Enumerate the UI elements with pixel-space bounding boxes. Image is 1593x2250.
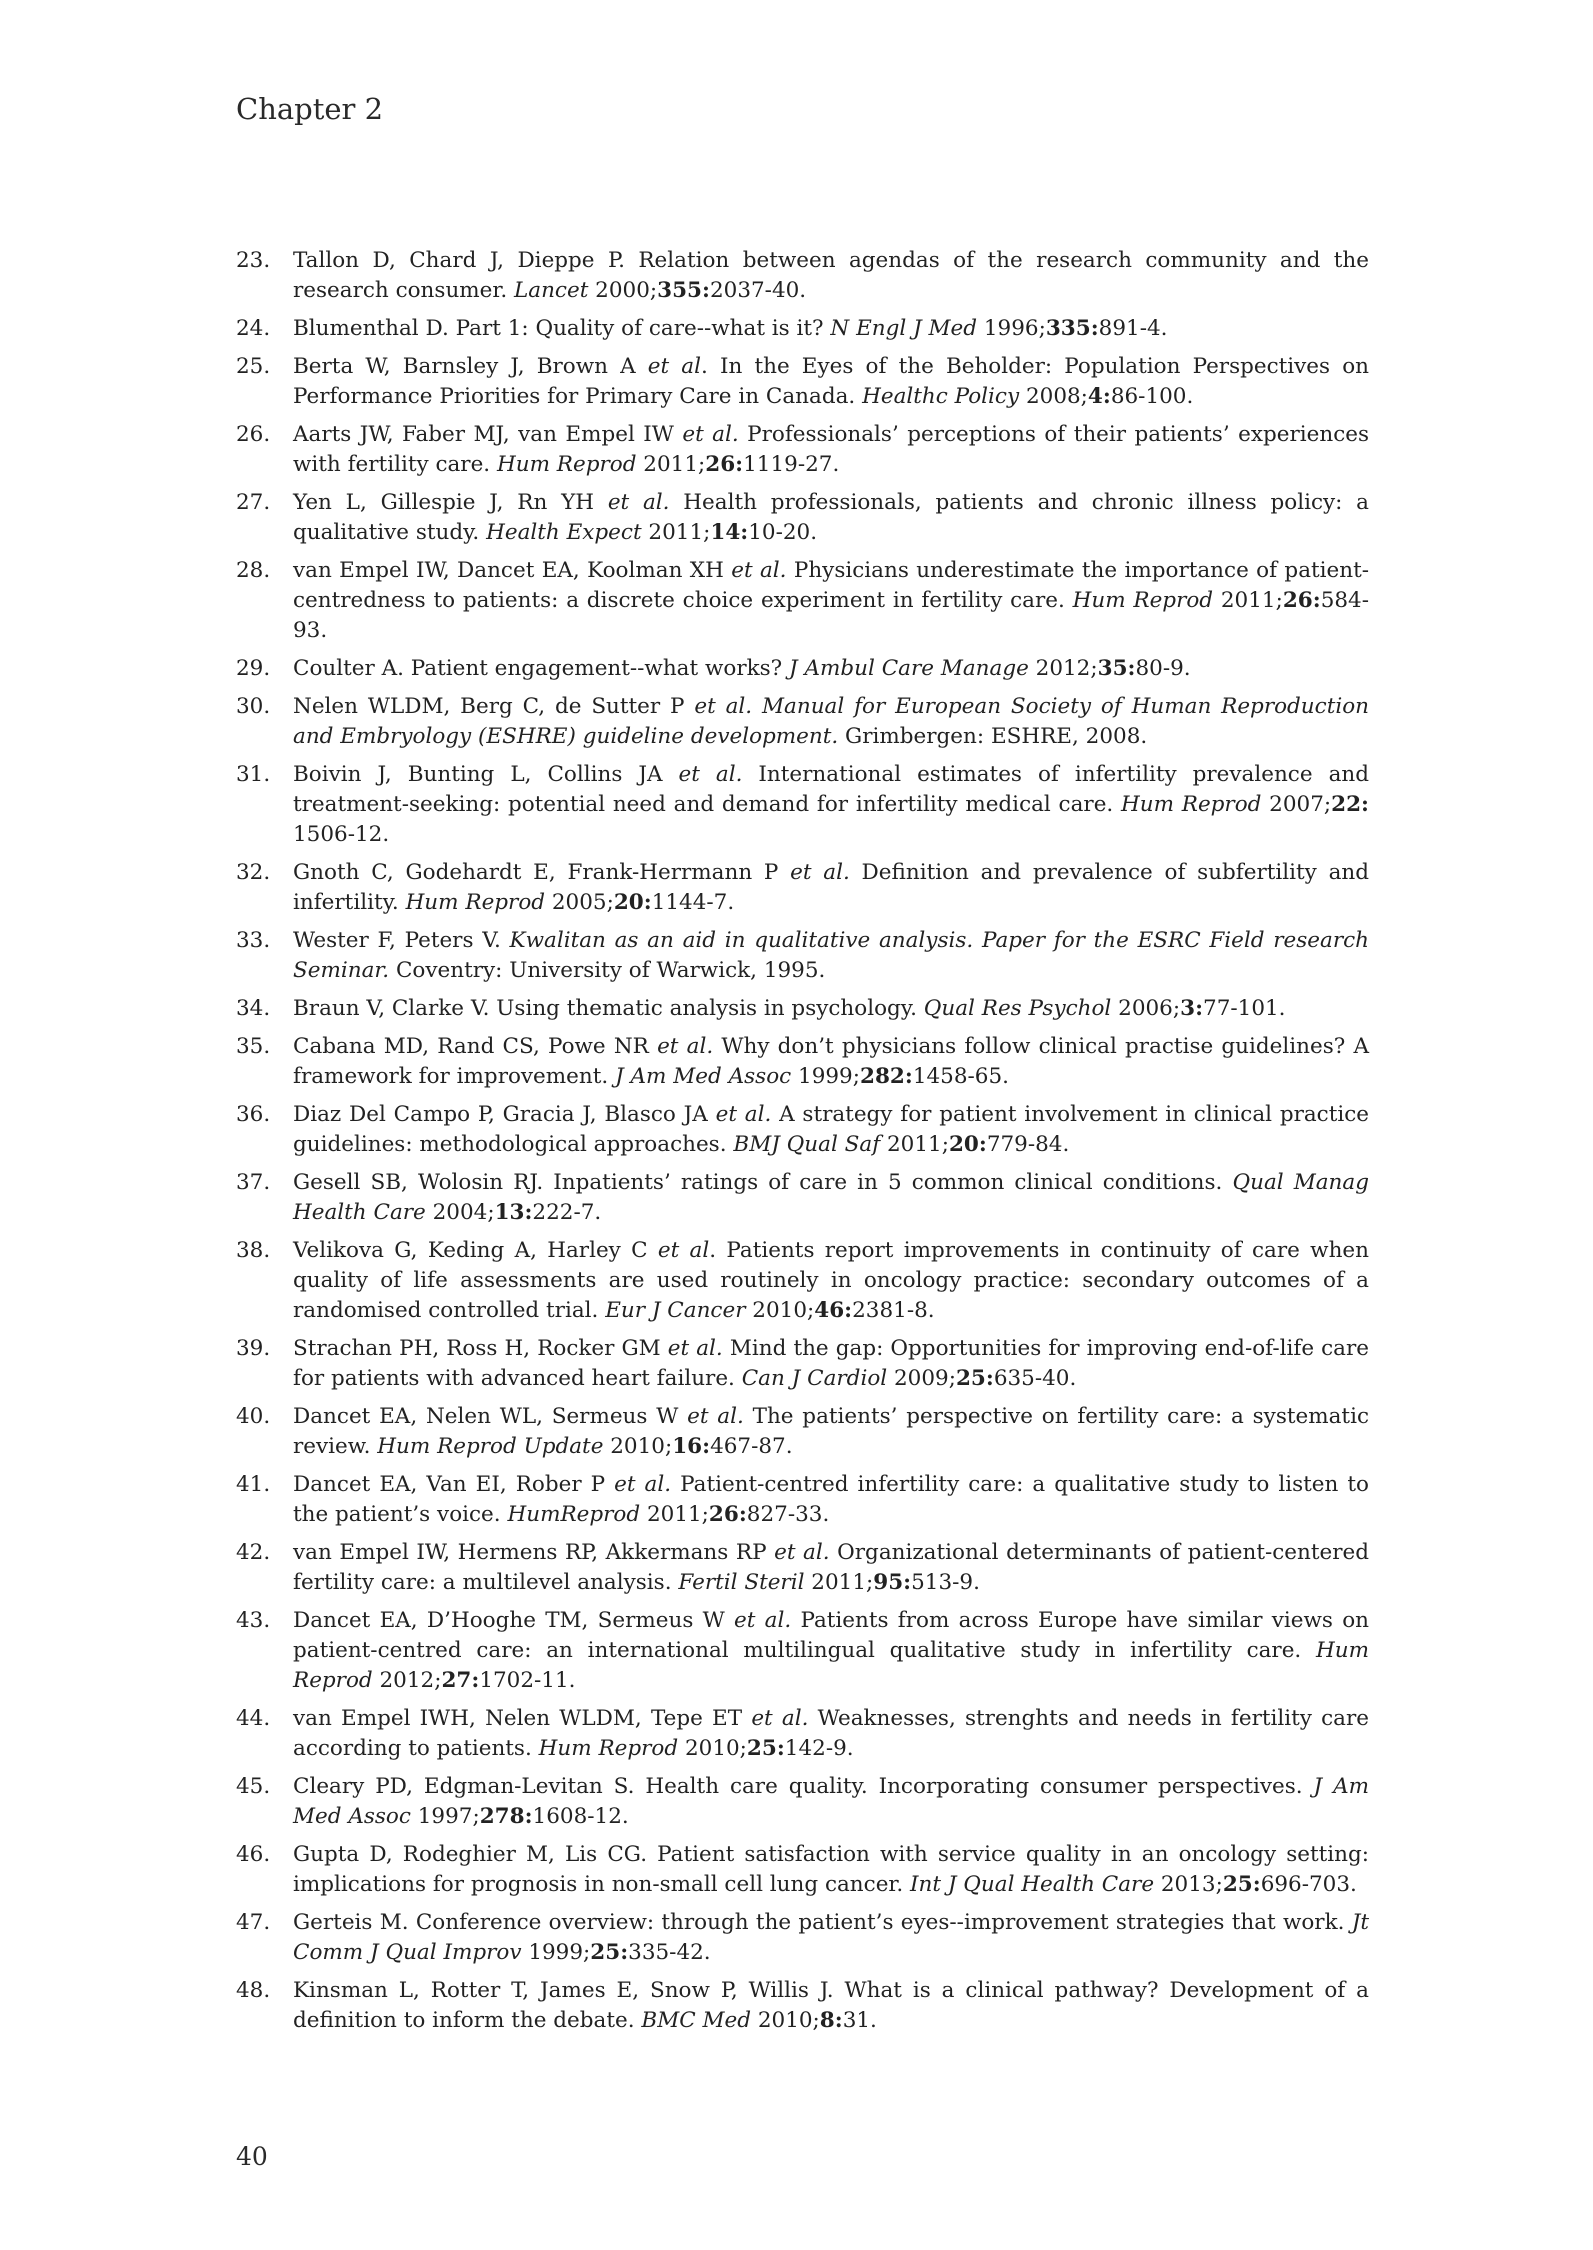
reference-italic-segment: Hum Reprod [293,1638,1369,1693]
reference-bold-segment: 22: [1331,792,1369,817]
reference-italic-segment: Int J Qual Health Care [910,1872,1155,1897]
reference-number: 41. [236,1472,271,1497]
reference-italic-segment: Kwalitan as an aid in qualitative analysis. Paper for the ESRC Field research Seminar. [293,928,1369,983]
reference-bold-segment: 20: [613,890,652,915]
reference-bold-segment: 26: [708,1502,747,1527]
reference-bold-segment: 20: [948,1132,987,1157]
reference-segment: 1999; [791,1064,860,1089]
reference-segment: Dancet EA, D’Hooghe TM, Sermeus W [293,1608,735,1633]
reference-number: 29. [236,656,271,681]
reference-item [236,654,1369,684]
reference-list [236,246,1369,2044]
reference-text [293,858,1369,918]
reference-segment: Wester F, Peters V. [293,928,510,953]
reference-segment: 1144-7. [651,890,735,915]
reference-segment: Organizational determinants of patient-centered fertility care: a multilevel analysis. [293,1540,1369,1595]
reference-segment: Tallon D, Chard J, Dieppe P. Relation between agendas of the research community and the research consumer. [293,248,1369,303]
reference-segment: 2013; [1154,1872,1223,1897]
reference-segment: 77-101. [1203,996,1286,1021]
reference-item [236,246,1369,306]
reference-number: 45. [236,1774,271,1799]
reference-segment: Gnoth C, Godehardt E, Frank-Herrmann P [293,860,791,885]
reference-number: 47. [236,1910,271,1935]
reference-bold-segment: 355: [657,278,710,303]
reference-italic-segment: et al. [607,490,670,515]
reference-segment: 584-93. [293,588,1369,643]
reference-segment: Dancet EA, Nelen WL, Sermeus W [293,1404,688,1429]
reference-text [293,926,1369,986]
reference-text [293,994,1369,1024]
reference-segment: 2005; [545,890,614,915]
reference-bold-segment: 27: [441,1668,480,1693]
reference-segment [752,694,762,719]
reference-number: 26. [236,422,271,447]
reference-segment: Coventry: University of Warwick, 1995. [389,958,826,983]
reference-segment: International estimates of infertility prevalence and treatment-seeking: potential need and demand for infertility medical care. [293,762,1369,817]
reference-segment: 2006; [1111,996,1181,1021]
reference-segment: Velikova G, Keding A, Harley C [293,1238,658,1263]
reference-italic-segment: et al. [731,558,787,583]
reference-segment: 2004; [425,1200,495,1225]
reference-segment: 696-703. [1260,1872,1357,1897]
reference-italic-segment: et al. [614,1472,672,1497]
reference-bold-segment: 14: [710,520,749,545]
reference-bold-segment: 16: [672,1434,711,1459]
reference-number: 37. [236,1170,271,1195]
reference-italic-segment: J Am Med Assoc [615,1064,792,1089]
reference-number: 25. [236,354,271,379]
reference-item [236,1470,1369,1530]
reference-item [236,1908,1369,1968]
reference-item [236,556,1369,646]
reference-italic-segment: Manual for European Society of Human Reproduction and Embryology (ESHRE) guideline development. [293,694,1370,749]
reference-segment: 142-9. [784,1736,854,1761]
reference-item [236,488,1369,548]
reference-number: 40. [236,1404,271,1429]
reference-segment: Health professionals, patients and chronic illness policy: a qualitative study. [293,490,1369,545]
reference-item [236,1704,1369,1764]
reference-italic-segment: Hum Reprod Update [377,1434,604,1459]
reference-segment: Gupta D, Rodeghier M, Lis CG. Patient satisfaction with service quality in an oncology setting: implications for prognosis in non-small cell lung cancer. [293,1842,1369,1897]
reference-text [293,246,1369,306]
reference-segment: Berta W, Barnsley J, Brown A [293,354,648,379]
reference-italic-segment: et al. [667,1336,723,1361]
reference-item [236,1402,1369,1462]
reference-text [293,1538,1369,1598]
reference-item [236,352,1369,412]
reference-segment: 513-9. [911,1570,980,1595]
reference-item [236,692,1369,752]
reference-bold-segment: 4: [1087,384,1111,409]
reference-bold-segment: 3: [1180,996,1204,1021]
reference-italic-segment: Fertil Steril [678,1570,805,1595]
reference-segment: Grimbergen: ESHRE, 2008. [838,724,1148,749]
reference-bold-segment: 25: [590,1940,629,1965]
reference-segment: 2011; [641,520,711,545]
reference-italic-segment: et al. [657,1034,714,1059]
reference-segment: 335-42. [628,1940,711,1965]
reference-italic-segment: et al. [790,860,850,885]
reference-number: 48. [236,1978,271,2003]
reference-segment: 1997; [410,1804,480,1829]
reference-italic-segment: BMC Med [641,2008,751,2033]
reference-segment: 2008; [1019,384,1088,409]
reference-italic-segment: et al [657,1238,710,1263]
reference-segment: 635-40. [993,1366,1077,1391]
reference-text [293,314,1369,344]
reference-segment: 2037-40. [709,278,807,303]
reference-segment: 1608-12. [532,1804,629,1829]
reference-segment: 827-33. [746,1502,830,1527]
reference-segment: . In the Eyes of the Beholder: Population Perspectives on Performance Priorities for Primary Care in Canada. [293,354,1369,409]
reference-italic-segment: et al. [734,1608,792,1633]
reference-text [293,692,1369,752]
reference-item [236,1236,1369,1326]
reference-segment: Blumenthal D. Part 1: Quality of care--what is it? [293,316,831,341]
reference-segment: van Empel IWH, Nelen WLDM, Tepe ET [293,1706,752,1731]
reference-segment: 1996; [977,316,1046,341]
reference-item [236,1606,1369,1696]
reference-segment: 2011; [804,1570,874,1595]
reference-number: 42. [236,1540,271,1565]
reference-text [293,654,1369,684]
reference-segment: van Empel IW, Hermens RP, Akkermans RP [293,1540,775,1565]
reference-segment: Kinsman L, Rotter T, James E, Snow P, Willis J. What is a clinical pathway? Development of a definition to inform the debate. [293,1978,1369,2033]
reference-bold-segment: 26: [705,452,744,477]
reference-number: 44. [236,1706,271,1731]
reference-item [236,420,1369,480]
reference-text [293,1908,1369,1968]
reference-segment: 1458-65. [912,1064,1009,1089]
reference-text [293,488,1369,548]
reference-number: 28. [236,558,271,583]
reference-text [293,1704,1369,1764]
reference-italic-segment: Can J Cardiol [741,1366,888,1391]
reference-segment: 2007; [1261,792,1332,817]
reference-italic-segment: Qual Manag Health Care [293,1170,1369,1225]
page-number: 40 [236,2142,268,2171]
reference-bold-segment: 8: [819,2008,843,2033]
reference-italic-segment: HumReprod [507,1502,641,1527]
reference-text [293,420,1369,480]
reference-italic-segment: et al. [694,694,753,719]
reference-item [236,994,1369,1024]
reference-segment: 2012; [372,1668,442,1693]
reference-segment: Patient-centred infertility care: a qualitative study to listen to the patient’s voice. [293,1472,1369,1527]
reference-item [236,314,1369,344]
reference-number: 32. [236,860,271,885]
reference-segment: Coulter A. Patient engagement--what works? [293,656,790,681]
reference-italic-segment: Eur J Cancer [605,1298,746,1323]
reference-segment: 2000; [588,278,658,303]
reference-segment: 891-4. [1098,316,1168,341]
reference-bold-segment: 278: [479,1804,533,1829]
reference-segment: 86-100. [1110,384,1194,409]
reference-segment: 2010; [603,1434,673,1459]
reference-segment: van Empel IW, Dancet EA, Koolman XH [293,558,732,583]
reference-segment: Why don’t physicians follow clinical practise guidelines? A framework for improvement. [293,1034,1369,1089]
reference-number: 46. [236,1842,271,1867]
reference-segment: Nelen WLDM, Berg C, de Sutter P [293,694,695,719]
reference-bold-segment: 46: [814,1298,853,1323]
reference-segment: 779-84. [986,1132,1070,1157]
reference-item [236,1168,1369,1228]
reference-italic-segment: J Ambul Care Manage [789,656,1029,681]
reference-segment: 2011; [636,452,706,477]
reference-number: 36. [236,1102,271,1127]
reference-text [293,1402,1369,1462]
reference-segment: Patients from across Europe have similar views on patient-centred care: an international multilingual qualitative study in infertility care. [293,1608,1370,1663]
reference-italic-segment: Health Expect [486,520,642,545]
reference-text [293,1470,1369,1530]
reference-item [236,858,1369,918]
reference-segment: 2010; [678,1736,747,1761]
reference-italic-segment: et al. [774,1540,830,1565]
reference-text [293,1840,1369,1900]
reference-italic-segment: Healthc Policy [862,384,1020,409]
reference-segment: 222-7. [532,1200,602,1225]
reference-item [236,1100,1369,1160]
reference-text [293,1606,1369,1696]
reference-number: 33. [236,928,271,953]
reference-italic-segment: Hum Reprod [1121,792,1262,817]
reference-number: 24. [236,316,271,341]
reference-segment: 1506-12. [293,822,390,847]
reference-italic-segment: et al. [687,1404,744,1429]
reference-segment: Boivin J, Bunting L, Collins JA [293,762,679,787]
reference-segment: Dancet EA, Van EI, Rober P [293,1472,615,1497]
reference-number: 30. [236,694,271,719]
reference-number: 23. [236,248,271,273]
reference-text [293,352,1369,412]
reference-segment: A strategy for patient involvement in clinical practice guidelines: methodological approaches. [293,1102,1370,1157]
reference-text [293,1236,1369,1326]
reference-segment: Mind the gap: Opportunities for improving end-of-life care for patients with advanced heart failure. [293,1336,1369,1391]
reference-segment: 2009; [887,1366,956,1391]
reference-bold-segment: 25: [1222,1872,1261,1897]
reference-segment: Cabana MD, Rand CS, Powe NR [293,1034,658,1059]
reference-item [236,1976,1369,2036]
reference-segment: Cleary PD, Edgman-Levitan S. Health care quality. Incorporating consumer perspectives. [293,1774,1314,1799]
reference-text [293,1772,1369,1832]
reference-segment: 1999; [521,1940,591,1965]
reference-bold-segment: 25: [746,1736,785,1761]
reference-segment: Strachan PH, Ross H, Rocker GM [293,1336,668,1361]
reference-segment: Yen L, Gillespie J, Rn YH [293,490,608,515]
reference-italic-segment: et al. [682,422,739,447]
reference-item [236,1772,1369,1832]
reference-segment: 2012; [1028,656,1098,681]
reference-italic-segment: N Engl J Med [830,316,978,341]
reference-segment: 80-9. [1135,656,1191,681]
reference-segment: 1119-27. [743,452,840,477]
reference-segment: 1702-11. [479,1668,576,1693]
reference-italic-segment: Hum Reprod [405,890,546,915]
reference-italic-segment: et al. [715,1102,772,1127]
chapter-header: Chapter 2 [236,92,384,126]
reference-bold-segment: 13: [494,1200,533,1225]
reference-item [236,926,1369,986]
reference-text [293,1100,1369,1160]
reference-text [293,760,1369,850]
reference-segment: Diaz Del Campo P, Gracia J, Blasco JA [293,1102,716,1127]
reference-segment: 2010; [745,1298,815,1323]
reference-bold-segment: 35: [1097,656,1136,681]
reference-italic-segment: et al. [751,1706,809,1731]
reference-item [236,1840,1369,1900]
reference-italic-segment: J Am Med Assoc [293,1774,1369,1829]
reference-number: 39. [236,1336,271,1361]
reference-text [293,1334,1369,1394]
reference-italic-segment: Hum Reprod [538,1736,679,1761]
reference-segment: 10-20. [748,520,818,545]
reference-italic-segment: Qual Res Psychol [923,996,1112,1021]
reference-segment: Aarts JW, Faber MJ, van Empel IW [293,422,683,447]
reference-number: 27. [236,490,271,515]
reference-bold-segment: 26: [1282,588,1321,613]
reference-number: 34. [236,996,271,1021]
reference-number: 35. [236,1034,271,1059]
reference-segment: Weaknesses, strenghts and needs in fertility care according to patients. [293,1706,1369,1761]
reference-segment: . Patients report improvements in continuity of care when quality of life assessments are used routinely in oncology practice: secondary outcomes of a randomised controlled trial. [293,1238,1369,1323]
reference-italic-segment: Jt Comm J Qual Improv [293,1910,1369,1965]
reference-bold-segment: 25: [955,1366,994,1391]
reference-italic-segment: Hum Reprod [496,452,637,477]
reference-segment: Braun V, Clarke V. Using thematic analysis in psychology. [293,996,924,1021]
reference-italic-segment: et al [647,354,701,379]
reference-segment: Gerteis M. Conference overview: through the patient’s eyes--improvement strategies that work. [293,1910,1352,1935]
reference-number: 38. [236,1238,271,1263]
reference-bold-segment: 95: [873,1570,912,1595]
reference-segment: 2011; [640,1502,709,1527]
reference-item [236,760,1369,850]
reference-segment: 467-87. [710,1434,793,1459]
reference-italic-segment: BMJ Qual Saf [733,1132,881,1157]
reference-segment: 2011; [1213,588,1283,613]
reference-item [236,1538,1369,1598]
reference-item [236,1334,1369,1394]
reference-text [293,556,1369,646]
reference-segment: Professionals’ perceptions of their patients’ experiences with fertility care. [293,422,1369,477]
reference-text [293,1168,1369,1228]
reference-segment: Physicians underestimate the importance of patient-centredness to patients: a discrete choice experiment in fertility care. [293,558,1370,613]
reference-item [236,1032,1369,1092]
reference-segment: 2381-8. [852,1298,935,1323]
reference-italic-segment: Hum Reprod [1072,588,1214,613]
reference-bold-segment: 335: [1045,316,1099,341]
reference-number: 43. [236,1608,271,1633]
reference-italic-segment: Lancet [513,278,589,303]
reference-text [293,1032,1369,1092]
reference-segment: 2011; [880,1132,949,1157]
reference-segment: The patients’ perspective on fertility care: a systematic review. [293,1404,1369,1459]
reference-italic-segment: et al. [678,762,743,787]
reference-segment: 2010; [751,2008,820,2033]
reference-text [293,1976,1369,2036]
reference-bold-segment: 282: [859,1064,913,1089]
reference-segment: Gesell SB, Wolosin RJ. Inpatients’ ratings of care in 5 common clinical conditions. [293,1170,1233,1195]
reference-number: 31. [236,762,271,787]
reference-segment: Definition and prevalence of subfertility and infertility. [293,860,1369,915]
reference-segment: 31. [842,2008,877,2033]
